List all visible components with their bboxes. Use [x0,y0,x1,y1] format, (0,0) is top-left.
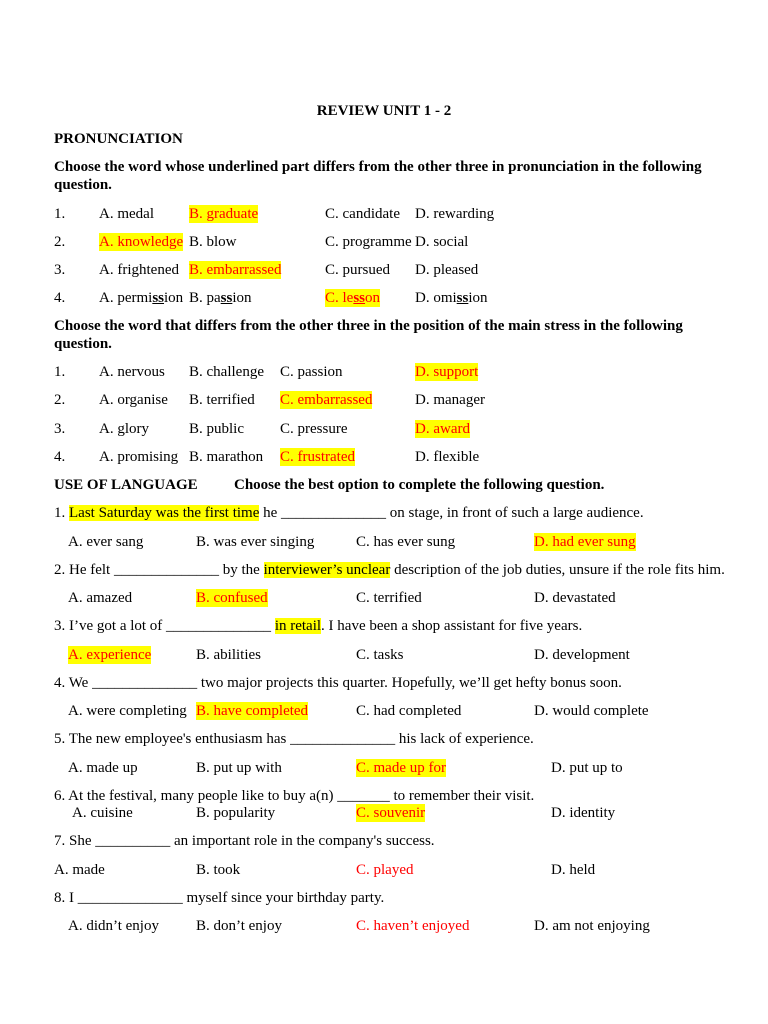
option-d [415,289,488,307]
question-text: . I have been a shop assistant for five years. [321,618,583,634]
question-2-stem [54,561,725,579]
option-c: C. tasks [356,647,404,663]
option-d: D. devastated [534,590,616,606]
option-b-answer: B. have completed [196,703,309,719]
option-b: B. abilities [196,647,261,663]
option-d: D. put up to [551,760,623,776]
option-d: D. flexible [415,449,480,465]
option-c: C. had completed [356,703,462,719]
option-c: C. candidate [325,206,400,222]
page-title: REVIEW UNIT 1 - 2 [316,103,452,119]
option-b-answer: B. confused [196,590,268,606]
option-d-answer: D. support [415,364,479,380]
option-text: on [365,290,381,306]
option-b: B. terrified [189,392,255,408]
option-b: B. took [196,862,241,878]
option-a: A. promising [99,449,179,465]
option-b: B. public [189,421,244,437]
option-a-answer: A. knowledge [99,234,184,250]
option-a: A. cuisine [72,805,133,821]
section-heading-language: USE OF LANGUAGE [54,477,198,493]
option-c: C. pressure [280,421,348,437]
option-c-answer: C. haven’t enjoyed [356,918,470,934]
option-text: ion [468,290,488,306]
underlined-part: ss [353,290,366,306]
option-text: B. pa [189,290,221,306]
option-c-answer: C. played [356,862,414,878]
option-c: C. passion [280,364,343,380]
option-text: ion [164,290,184,306]
option-a-answer: A. experience [68,647,152,663]
question-number: 3. [54,421,66,437]
underlined-part: ss [220,290,233,306]
option-a: A. organise [99,392,168,408]
option-d: D. manager [415,392,485,408]
option-b-answer: B. embarrassed [189,262,282,278]
option-a: A. ever sang [68,534,144,550]
question-4-stem: 4. We ______________ two major projects this quarter. Hopefully, we’ll get hefty bonus soon. [54,675,622,691]
instruction-stress-line2: question. [54,336,112,352]
instruction-pronunciation-line2: question. [54,177,112,193]
question-number: 4. [54,449,66,465]
option-a: A. frightened [99,262,179,278]
option-d: D. would complete [534,703,649,719]
question-3-stem [54,617,582,635]
option-text: A. permi [99,290,153,306]
highlighted-clue: Last Saturday was the first time [69,505,260,521]
option-d-answer: D. had ever sung [534,534,636,550]
option-a: A. glory [99,421,149,437]
option-c-answer: C. made up for [356,760,446,776]
question-number: 2. [54,234,66,250]
option-c: C. pursued [325,262,390,278]
highlighted-clue: in retail [274,618,322,634]
question-5-stem: 5. The new employee's enthusiasm has ______________ his lack of experience. [54,731,534,747]
option-d: D. identity [551,805,616,821]
option-text: ion [232,290,252,306]
option-text: C. le [325,290,354,306]
option-c-answer [325,289,380,307]
question-number: 3. [54,262,66,278]
option-c-answer: C. embarrassed [280,392,373,408]
option-c: C. terrified [356,590,422,606]
question-number: 1. [54,206,66,222]
question-number: 4. [54,290,66,306]
option-d: D. held [551,862,596,878]
option-c: C. has ever sung [356,534,456,550]
instruction-language: Choose the best option to complete the following question. [234,477,605,493]
option-a: A. made up [68,760,138,776]
option-c: C. programme [325,234,412,250]
option-a: A. were completing [68,703,187,719]
question-number: 1. [54,364,66,380]
option-d-answer: D. award [415,421,470,437]
question-number: 2. [54,392,66,408]
option-b: B. don’t enjoy [196,918,282,934]
option-b-answer: B. graduate [189,206,259,222]
option-a: A. didn’t enjoy [68,918,159,934]
question-text: 3. I’ve got a lot of ______________ [54,618,275,634]
underlined-part: ss [456,290,469,306]
option-d: D. development [534,647,630,663]
question-text: description of the job duties, unsure if the role fits him. [390,562,725,578]
option-b: B. marathon [189,449,264,465]
question-8-stem: 8. I ______________ myself since your birthday party. [54,890,385,906]
underlined-part: ss [152,290,165,306]
instruction-stress-line1: Choose the word that differs from the other three in the position of the main stress in the following [54,318,683,334]
instruction-pronunciation-line1: Choose the word whose underlined part differs from the other three in pronunciation in the following [54,159,702,175]
question-text: 2. He felt ______________ by the [54,562,264,578]
option-b: B. put up with [196,760,282,776]
question-1-stem [54,504,644,522]
option-d: D. social [415,234,469,250]
option-b: B. challenge [189,364,264,380]
option-b: B. was ever singing [196,534,315,550]
option-c-answer: C. frustrated [280,449,355,465]
option-a: A. made [54,862,105,878]
option-a: A. nervous [99,364,165,380]
question-text: he ______________ on stage, in front of such a large audience. [259,505,644,521]
option-a: A. medal [99,206,154,222]
question-number: 1. [54,505,69,521]
option-b [189,289,252,307]
question-6-stem: 6. At the festival, many people like to buy a(n) _______ to remember their visit. [54,788,535,804]
option-text: D. omi [415,290,457,306]
option-d: D. am not enjoying [534,918,650,934]
option-d: D. pleased [415,262,479,278]
question-7-stem: 7. She __________ an important role in the company's success. [54,833,435,849]
option-b: B. popularity [196,805,276,821]
section-heading-pronunciation: PRONUNCIATION [54,131,183,147]
option-c-answer: C. souvenir [356,805,426,821]
option-b: B. blow [189,234,237,250]
highlighted-clue: interviewer’s unclear [263,562,391,578]
option-a [99,289,183,307]
option-d: D. rewarding [415,206,495,222]
option-a: A. amazed [68,590,133,606]
